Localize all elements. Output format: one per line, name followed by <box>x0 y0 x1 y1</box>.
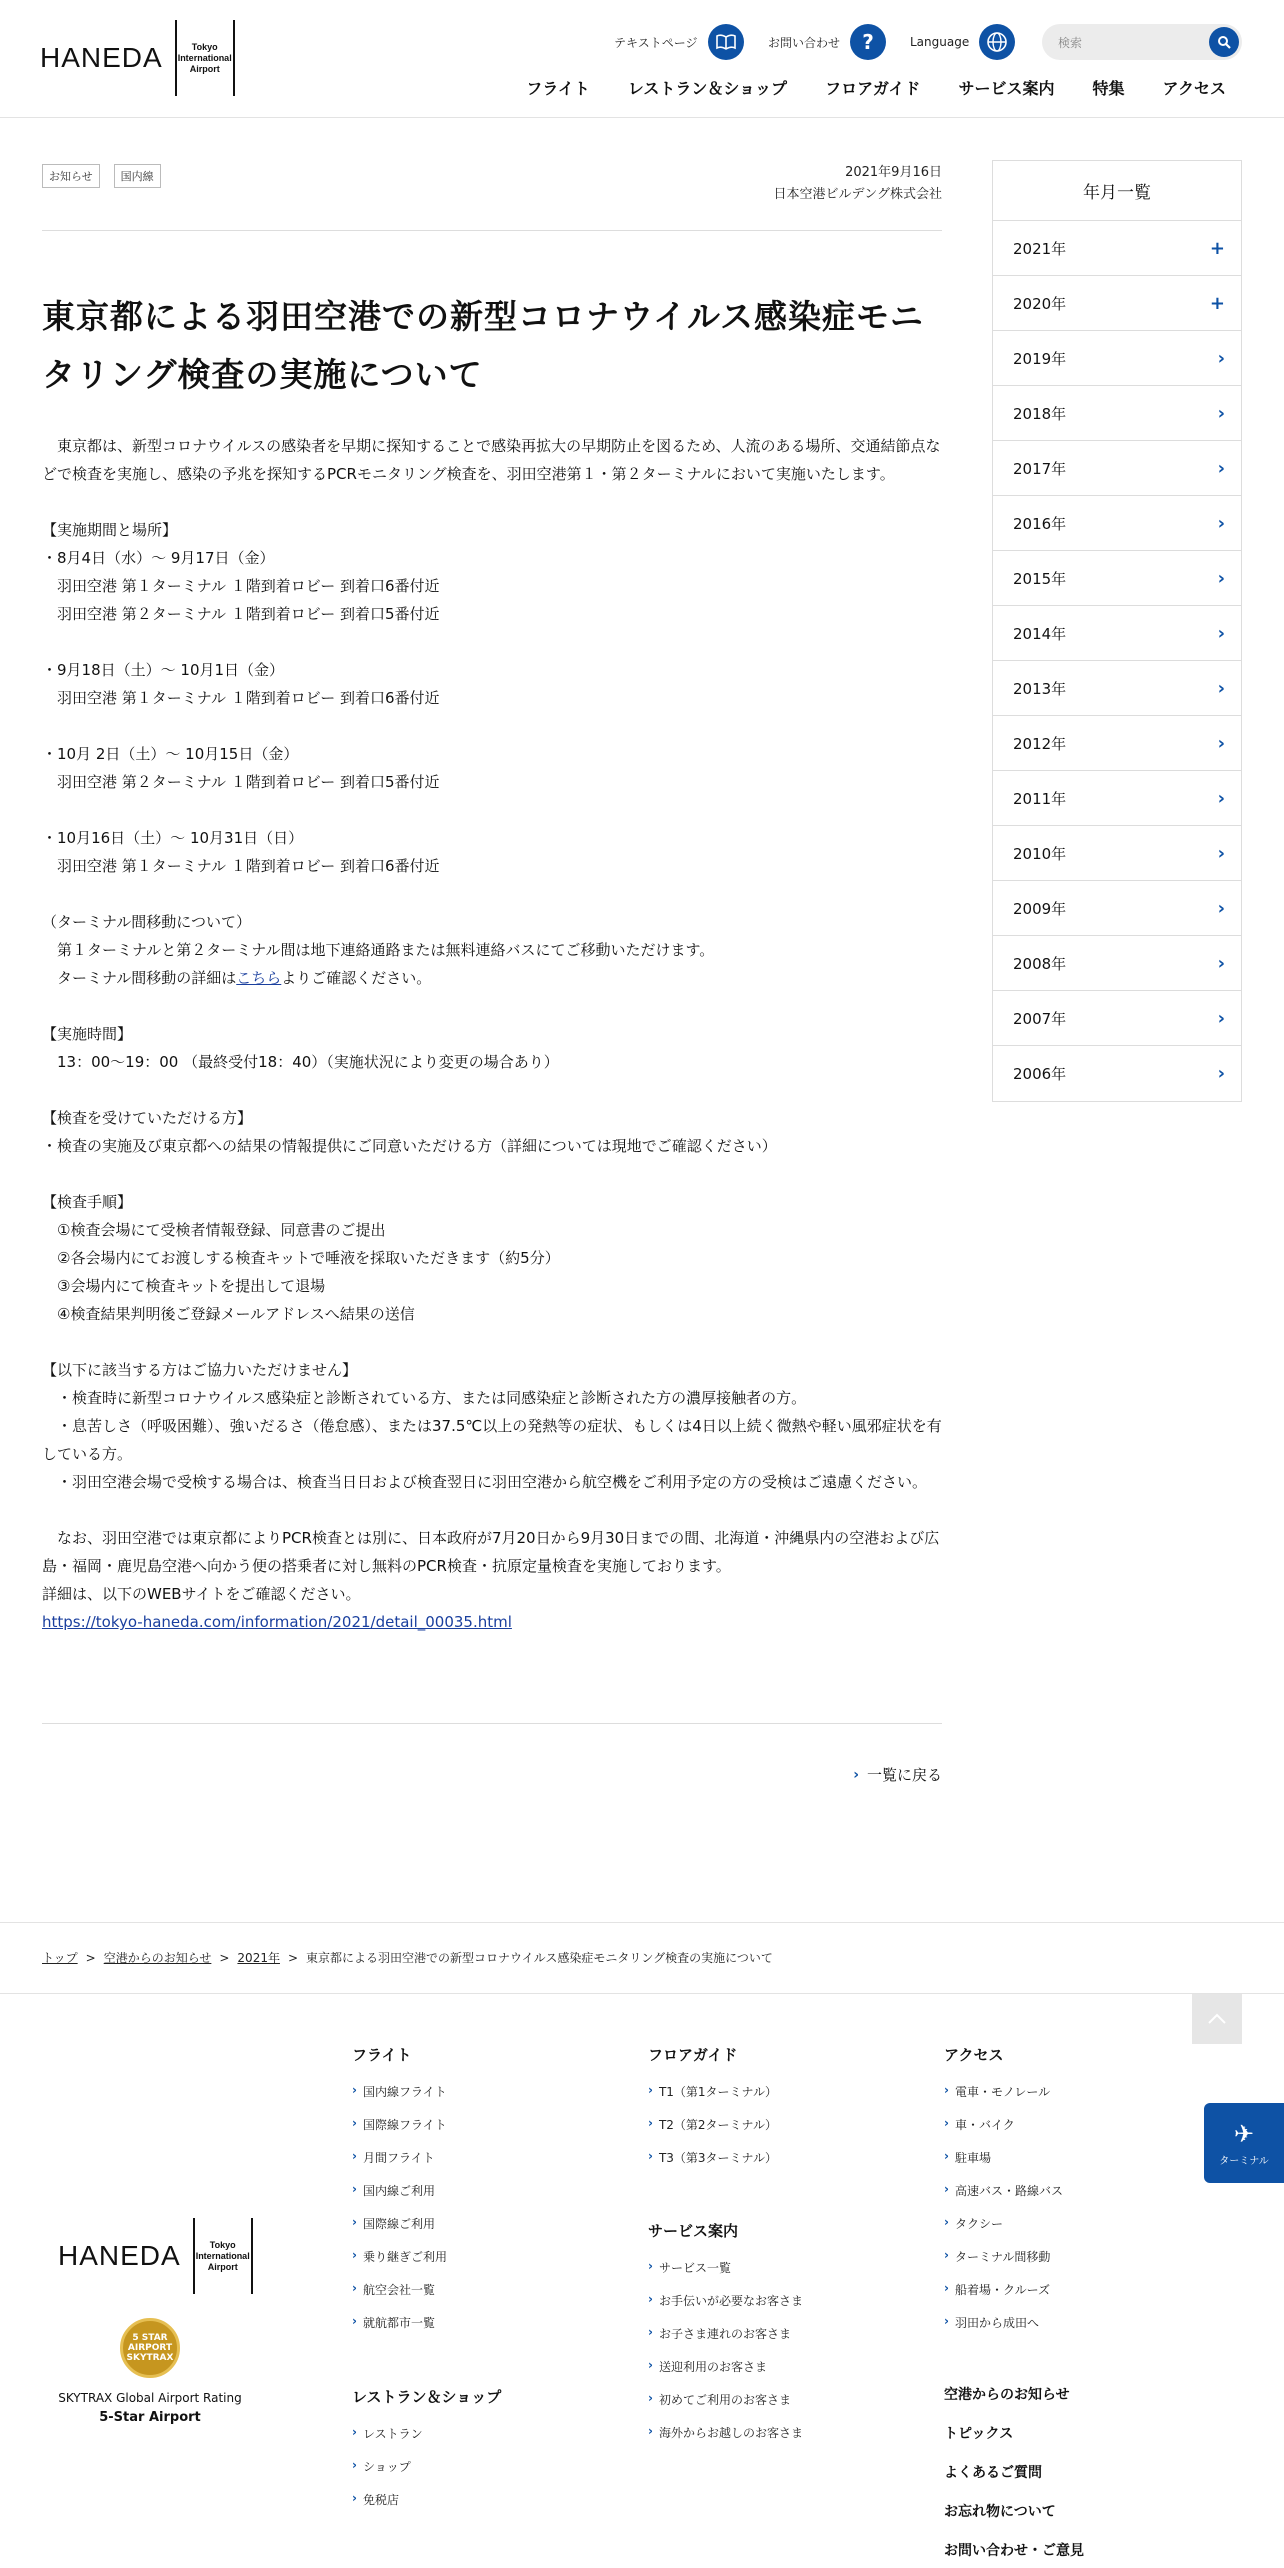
chevron-right-icon: › <box>944 2215 949 2229</box>
footer-link[interactable] <box>944 2281 1063 2314</box>
footer-link-label: 国際線ご利用 <box>362 2217 435 2231</box>
logo-subtitle: Tokyo International Airport <box>177 41 232 74</box>
logo-word: HANEDA <box>40 42 163 73</box>
sidebar-item-2008[interactable] <box>993 936 1241 991</box>
footer-link-label: 航空会社一覧 <box>362 2283 435 2297</box>
chevron-right-icon: › <box>352 2491 357 2505</box>
sidebar-item-2010[interactable] <box>993 826 1241 881</box>
nav-feature[interactable]: 特集 <box>1092 79 1125 98</box>
footer-col-floor <box>648 2044 777 2182</box>
footer-link-label: 電車・モノレール <box>954 2085 1051 2099</box>
sidebar-item-label: 2019年 <box>1013 349 1067 368</box>
footer-link-label: 高速バス・路線バス <box>954 2184 1063 2198</box>
year-archive-sidebar <box>992 160 1242 1102</box>
footer-link-label: 国内線ご利用 <box>362 2184 435 2198</box>
sidebar-item-label: 2009年 <box>1013 899 1067 918</box>
footer-single-links <box>944 2384 1084 2568</box>
footer-link[interactable] <box>352 2491 501 2524</box>
global-nav <box>488 76 1226 99</box>
logo-divider-right <box>233 20 235 96</box>
steps-section: 【検査手順】 ①検査会場にて受検者情報登録、同意書のご提出 ②各会場内にてお渡しする検査キットで唾液を採取いただきます（約5分） ③会場内にて検査キットを提出して退場 ④検査結果判明後ご登録メールアドレスへ結果の送信 <box>42 1193 560 1323</box>
chevron-right-icon: › <box>1217 622 1225 644</box>
footer-link-label: レストラン <box>362 2427 423 2441</box>
article-date: 2021年9月16日 <box>845 165 942 180</box>
sidebar-item-2019[interactable] <box>993 331 1241 386</box>
breadcrumb-current: 東京都による羽田空港での新型コロナウイルス感染症モニタリング検査の実施について <box>306 1951 773 1965</box>
sidebar-item-2011[interactable] <box>993 771 1241 826</box>
sidebar-item-label: 2016年 <box>1013 514 1067 533</box>
footer-link[interactable] <box>944 2083 1063 2116</box>
search-input[interactable] <box>1042 24 1242 60</box>
terminal-label: ターミナル <box>1219 2155 1269 2167</box>
footer-link[interactable] <box>648 2391 803 2424</box>
rating-line-1: SKYTRAX Global Airport Rating <box>58 2391 242 2405</box>
footer-link-label: 羽田から成田へ <box>954 2316 1039 2330</box>
sidebar-item-2018[interactable] <box>993 386 1241 441</box>
transfer-section: （ターミナル間移動について） 第１ターミナルと第２ターミナル間は地下連絡通路または無料連絡バスにてご移動いただけます。 <box>42 913 715 959</box>
chevron-right-icon: › <box>944 2281 949 2295</box>
footer-link-faq[interactable]: よくあるご質問 <box>944 2465 1042 2481</box>
chevron-right-icon: › <box>352 2425 357 2439</box>
footer-link[interactable] <box>352 2425 501 2458</box>
transfer-link[interactable]: こちら <box>236 969 282 987</box>
footer-link-label: ターミナル間移動 <box>954 2250 1051 2264</box>
chevron-right-icon: › <box>352 2314 357 2328</box>
chevron-right-icon: › <box>1217 732 1225 754</box>
logo-divider-right <box>251 2218 253 2294</box>
footer-link[interactable] <box>648 2358 803 2391</box>
skytrax-rating <box>40 2388 260 2428</box>
search-icon[interactable] <box>1209 27 1239 57</box>
footer-link[interactable] <box>944 2248 1063 2281</box>
chevron-right-icon: › <box>648 2358 653 2372</box>
footer-link[interactable] <box>944 2149 1063 2182</box>
sidebar-item-2017[interactable] <box>993 441 1241 496</box>
footer-link-label: ショップ <box>362 2460 411 2474</box>
footer-link[interactable] <box>648 2424 803 2457</box>
footer-link[interactable] <box>648 2325 803 2358</box>
chevron-right-icon: › <box>1217 512 1225 534</box>
back-to-list-link[interactable] <box>853 1764 942 1785</box>
chevron-right-icon: › <box>1217 347 1225 369</box>
breadcrumb <box>42 1949 773 1966</box>
nav-restaurant-shop[interactable]: レストラン＆ショップ <box>627 79 788 98</box>
chevron-right-icon: › <box>944 2149 949 2163</box>
chevron-right-icon: › <box>648 2083 653 2097</box>
search-placeholder: 検索 <box>1058 35 1083 50</box>
transfer-pre: ターミナル間移動の詳細は <box>42 969 237 987</box>
footer-link-contact[interactable]: お問い合わせ・ご意見 <box>944 2543 1084 2559</box>
sidebar-item-2009[interactable] <box>993 881 1241 936</box>
footer-link[interactable] <box>352 2458 501 2491</box>
site-header <box>0 0 1284 118</box>
sidebar-item-label: 2018年 <box>1013 404 1067 423</box>
chevron-right-icon: › <box>1217 842 1225 864</box>
chevron-right-icon: › <box>944 2314 949 2328</box>
chevron-right-icon: › <box>1217 952 1225 974</box>
footer-haneda-logo[interactable] <box>58 2218 253 2294</box>
sidebar-item-label: 2013年 <box>1013 679 1067 698</box>
chevron-right-icon: › <box>1217 567 1225 589</box>
sidebar-item-2021[interactable] <box>993 221 1241 276</box>
article-meta <box>774 162 942 206</box>
footer-link-label: お子さま連れのお客さま <box>658 2327 791 2341</box>
haneda-logo[interactable] <box>40 18 235 98</box>
article-publisher: 日本空港ビルデング株式会社 <box>773 187 942 202</box>
footer-link-label: 船着場・クルーズ <box>954 2283 1050 2297</box>
chevron-right-icon: › <box>1217 457 1225 479</box>
intro-paragraph: 東京都は、新型コロナウイルスの感染者を早期に探知することで感染再拡大の早期防止を図るため、人流のある場所、交通結節点などで検査を実施し、感染の予兆を探知するPCRモニタリング検査を、羽田空港第１・第２ターミナルにおいて実施いたします。 <box>42 437 941 483</box>
footer-heading-service[interactable]: サービス案内 <box>648 2222 739 2240</box>
chevron-right-icon: › <box>648 2424 653 2438</box>
footer-link[interactable] <box>352 2182 447 2215</box>
nav-floor-guide[interactable]: フロアガイド <box>825 79 921 98</box>
page-top-button[interactable] <box>1192 1994 1242 2044</box>
footer-link[interactable] <box>352 2248 447 2281</box>
note-section: なお、羽田空港では東京都によりPCR検査とは別に、日本政府が7月20日から9月30日までの間、北海道・沖縄県内の空港および広島・福岡・鹿児島空港へ向かう便の搭乗者に対し無料のPCR検査・抗原定量検査を実施しております。 詳細は、以下のWEBサイトをご確認ください。 <box>42 1529 940 1603</box>
chevron-right-icon: › <box>352 2083 357 2097</box>
chevron-right-icon: › <box>352 2116 357 2130</box>
chevron-right-icon: › <box>648 2325 653 2339</box>
sidebar-item-2007[interactable] <box>993 991 1241 1046</box>
sidebar-item-label: 2014年 <box>1013 624 1067 643</box>
globe-icon <box>979 24 1015 60</box>
footer-link-topics[interactable]: トピックス <box>944 2426 1014 2442</box>
chevron-right-icon: › <box>352 2215 357 2229</box>
nav-access[interactable]: アクセス <box>1162 79 1226 98</box>
sidebar-item-2006[interactable] <box>993 1046 1241 1101</box>
divider <box>42 230 942 231</box>
chevron-right-icon: › <box>944 2083 949 2097</box>
page-title: 東京都による羽田空港での新型コロナウイルス感染症モニタリング検査の実施について <box>42 297 925 394</box>
footer-link-label: 送迎利用のお客さま <box>658 2360 767 2374</box>
breadcrumb-separator: > <box>287 1950 299 1965</box>
breadcrumb-bar <box>0 1922 1284 1994</box>
footer-link-lost-found[interactable]: お忘れ物について <box>944 2504 1056 2520</box>
footer-link[interactable] <box>648 2259 803 2292</box>
footer-link-label: お手伝いが必要なお客さま <box>658 2294 803 2308</box>
chevron-right-icon: › <box>352 2248 357 2262</box>
chevron-right-icon: › <box>944 2248 949 2262</box>
footer-col-flight <box>352 2044 447 2347</box>
footer-link[interactable] <box>648 2292 803 2325</box>
chevron-right-icon: › <box>944 2116 949 2130</box>
plus-icon: + <box>1209 292 1225 314</box>
chevron-right-icon: › <box>1217 1007 1225 1029</box>
footer-link[interactable] <box>944 2116 1063 2149</box>
chevron-right-icon: › <box>648 2292 653 2306</box>
hours-section: 【実施時間】 13：00～19：00 （最終受付18：40）（実施状況により変更の場合あり） <box>42 1025 559 1071</box>
footer-link-label: 免税店 <box>362 2493 399 2507</box>
logo-subtitle: Tokyo International Airport <box>195 2239 250 2272</box>
footer-col-restaurant <box>352 2386 501 2524</box>
chevron-right-icon: › <box>1217 897 1225 919</box>
sidebar-item-label: 2010年 <box>1013 844 1067 863</box>
sidebar-item-label: 2006年 <box>1013 1065 1067 1083</box>
chevron-right-icon: › <box>1217 402 1225 424</box>
chevron-right-icon: › <box>853 1766 859 1783</box>
breadcrumb-separator: > <box>219 1950 230 1965</box>
chevron-right-icon: › <box>648 2391 653 2405</box>
sidebar-item-2013[interactable] <box>993 661 1241 716</box>
logo-word: HANEDA <box>58 2240 181 2271</box>
text-page-label: テキストページ <box>614 35 698 50</box>
chevron-right-icon: › <box>1217 1063 1225 1084</box>
chevron-right-icon: › <box>352 2458 357 2472</box>
footer-link[interactable] <box>944 2182 1063 2215</box>
footer-link[interactable] <box>944 2215 1063 2248</box>
contact-link[interactable] <box>768 24 886 60</box>
chevron-right-icon: › <box>648 2259 653 2273</box>
footer-link-label: 初めてご利用のお客さま <box>658 2393 791 2407</box>
sidebar-item-2015[interactable] <box>993 551 1241 606</box>
footer-heading-flight[interactable]: フライト <box>352 2046 412 2064</box>
eligible-section: 【検査を受けていただける方】 ・検査の実施及び東京都への結果の情報提供にご同意いただける方（詳細については現地でご確認ください） <box>42 1109 777 1155</box>
sidebar-item-label: 2008年 <box>1013 954 1067 973</box>
footer-link[interactable] <box>352 2149 447 2182</box>
plus-icon: + <box>1209 237 1225 259</box>
sidebar-item-2012[interactable] <box>993 716 1241 771</box>
footer-heading-access[interactable]: アクセス <box>944 2046 1004 2064</box>
footer-link-label: 国内線フライト <box>362 2085 447 2099</box>
book-icon <box>708 24 744 60</box>
rating-line-2: 5-Star Airport <box>99 2410 201 2425</box>
chevron-right-icon: › <box>1217 787 1225 809</box>
footer-link[interactable] <box>352 2116 447 2149</box>
question-icon: ? <box>850 24 886 60</box>
chevron-right-icon: › <box>944 2182 949 2196</box>
divider <box>42 1723 942 1724</box>
chevron-right-icon: › <box>352 2281 357 2295</box>
footer-link-label: T1（第1ターミナル） <box>658 2085 777 2099</box>
sidebar-item-label: 2017年 <box>1013 459 1067 478</box>
sidebar-item-2016[interactable] <box>993 496 1241 551</box>
footer-link[interactable] <box>648 2083 777 2116</box>
contact-label: お問い合わせ <box>768 35 841 50</box>
footer-link[interactable] <box>352 2215 447 2248</box>
footer-link-label: 駐車場 <box>954 2151 991 2165</box>
transfer-post: よりご確認ください。 <box>281 969 432 987</box>
footer-link-label: T3（第3ターミナル） <box>658 2151 777 2165</box>
footer-link-label: タクシー <box>954 2217 1003 2231</box>
footer-link[interactable] <box>352 2314 447 2347</box>
airplane-icon: ✈ <box>1233 2119 1255 2148</box>
footer-link-label: 乗り継ぎご利用 <box>362 2250 447 2264</box>
sidebar-item-label: 2012年 <box>1013 734 1067 753</box>
info-url-link[interactable]: https://tokyo-haneda.com/information/2021/detail_00035.html <box>42 1613 512 1631</box>
sidebar-item-label: 2020年 <box>1013 294 1067 313</box>
footer-link-label: 海外からお越しのお客さま <box>658 2426 803 2440</box>
nav-flight[interactable]: フライト <box>526 79 590 98</box>
footer-link[interactable] <box>648 2116 777 2149</box>
chevron-right-icon: › <box>648 2116 653 2130</box>
sidebar-item-label: 2007年 <box>1013 1009 1067 1028</box>
skytrax-badge-text: 5 STAR AIRPORT SKYTRAX <box>126 2333 174 2363</box>
footer-link-label: サービス一覧 <box>658 2261 731 2275</box>
sidebar-item-2020[interactable] <box>993 276 1241 331</box>
breadcrumb-top[interactable]: トップ <box>42 1951 78 1965</box>
footer-col-access <box>944 2044 1063 2347</box>
chevron-right-icon: › <box>352 2182 357 2196</box>
footer-link-label: 就航都市一覧 <box>362 2316 435 2330</box>
footer-link[interactable] <box>352 2083 447 2116</box>
footer-link-notices[interactable]: 空港からのお知らせ <box>944 2387 1070 2403</box>
footer-link[interactable] <box>352 2281 447 2314</box>
breadcrumb-year[interactable]: 2021年 <box>237 1951 280 1965</box>
footer-heading-floor[interactable]: フロアガイド <box>648 2046 738 2064</box>
nav-service[interactable]: サービス案内 <box>958 79 1055 98</box>
chevron-right-icon: › <box>352 2149 357 2163</box>
back-label: 一覧に戻る <box>866 1766 942 1784</box>
tag-domestic: 国内線 <box>114 164 161 188</box>
chevron-right-icon: › <box>1217 677 1225 699</box>
footer-heading-restaurant[interactable]: レストラン＆ショップ <box>352 2388 502 2406</box>
footer-link[interactable] <box>944 2314 1063 2347</box>
footer-link[interactable] <box>648 2149 777 2182</box>
sidebar-item-label: 2021年 <box>1013 239 1067 258</box>
period-section: 【実施期間と場所】 ・8月4日（水）～ 9月17日（金） 羽田空港 第１ターミナル １階到着ロビー 到着口6番付近 羽田空港 第２ターミナル １階到着ロビー 到着口5番付近 ・9月18日（土）～ 10月1日（金） 羽田空港 第１ターミナル １階到着ロビー 到着口6番付近 ・10月 2日（土）～ 10月15日（金） 羽田空港 第２ターミナル １階到着ロビー 到着口5番付近 ・10月16日（土）～ 10月31日（日） 羽田空港 第１ターミナル １階到着ロビー 到着口6番付近 <box>42 521 440 875</box>
article-tags <box>42 164 161 188</box>
skytrax-badge <box>120 2318 180 2378</box>
language-label: Language <box>910 35 970 49</box>
breadcrumb-notices[interactable]: 空港からのお知らせ <box>103 1951 212 1965</box>
tag-notice: お知らせ <box>42 164 100 188</box>
sidebar-item-label: 2011年 <box>1013 789 1067 808</box>
footer-link-label: 車・バイク <box>954 2118 1015 2132</box>
chevron-right-icon: › <box>648 2149 653 2163</box>
footer-col-service <box>648 2220 803 2457</box>
sidebar-item-label: 2015年 <box>1013 569 1067 588</box>
sidebar-title: 年月一覧 <box>993 161 1241 221</box>
excluded-section: 【以下に該当する方はご協力いただけません】 ・検査時に新型コロナウイルス感染症と診断されている方、または同感染症と診断された方の濃厚接触者の方。 ・息苦しさ（呼吸困難）、強いだるさ（倦怠感）、または37.5℃以上の発熱等の症状、もしくは4日以上続く微熱や軽い風邪症状を有している方。 ・羽田空港会場で受検する場合は、検査当日日および検査翌日に羽田空港から航空機をご利用予定の方の受検はご遠慮ください。 <box>42 1361 942 1491</box>
transfer-detail <box>42 964 942 992</box>
footer-link-label: 国際線フライト <box>362 2118 447 2132</box>
language-link[interactable] <box>910 24 1015 60</box>
text-page-link[interactable] <box>614 24 744 60</box>
article-body <box>42 432 942 1636</box>
sidebar-item-2014[interactable] <box>993 606 1241 661</box>
footer-link-label: T2（第2ターミナル） <box>658 2118 777 2132</box>
footer-link-label: 月間フライト <box>362 2151 435 2165</box>
breadcrumb-separator: > <box>85 1950 96 1965</box>
terminal-floating-button[interactable] <box>1204 2103 1284 2183</box>
